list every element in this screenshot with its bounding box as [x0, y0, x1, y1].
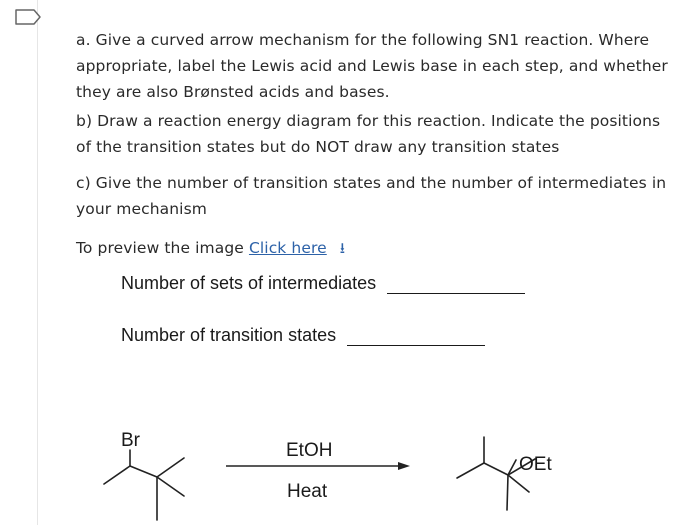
preview-row [76, 235, 676, 261]
intermediates-field-row [121, 273, 525, 294]
part-b-line: b) Draw a reaction energy diagram for this reaction. Indicate the positions [76, 112, 661, 130]
preview-text: To preview the image [76, 239, 244, 257]
reactant-skeleton [104, 450, 184, 520]
transition-states-label: Number of transition states [121, 325, 337, 345]
part-c-line: c) Give the number of transition states and the number of intermediates in [76, 174, 667, 192]
reagent-label: EtOH [286, 440, 333, 461]
flag-icon[interactable] [14, 8, 42, 26]
arrow-down-icon[interactable]: ⭳ [339, 239, 346, 257]
bromine-label: Br [121, 430, 140, 451]
part-a-line: appropriate, label the Lewis acid and Lewis base in each step, and whether [76, 57, 668, 75]
part-a-line: a. Give a curved arrow mechanism for the following SN1 reaction. Where [76, 31, 650, 49]
intermediates-answer-blank[interactable] [387, 275, 525, 294]
question-part-b [76, 108, 676, 160]
intermediates-label: Number of sets of intermediates [121, 273, 377, 293]
transition-states-field-row [121, 325, 485, 346]
part-b-line: of the transition states but do NOT draw any transition states [76, 138, 560, 156]
part-c-line: your mechanism [76, 200, 207, 218]
reaction-structures [0, 420, 700, 525]
reaction-arrow [226, 462, 410, 470]
condition-label: Heat [287, 481, 328, 502]
transition-states-answer-blank[interactable] [347, 327, 485, 346]
ethoxy-label: OEt [519, 454, 552, 475]
part-a-line: they are also Brønsted acids and bases. [76, 83, 390, 101]
question-part-c [76, 170, 676, 222]
question-part-a [76, 27, 676, 105]
reaction-scheme [0, 420, 700, 525]
click-here-link[interactable]: Click here [248, 239, 327, 257]
